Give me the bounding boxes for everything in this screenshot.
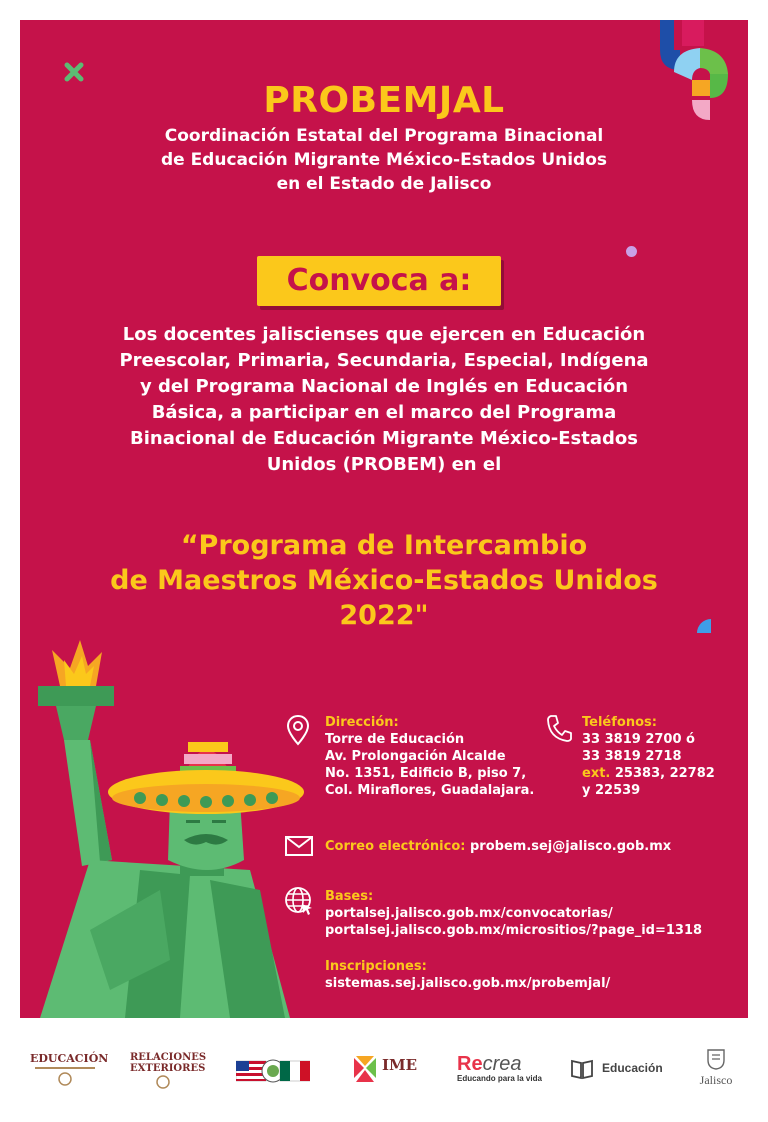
program-line: “Programa de Intercambio bbox=[180, 530, 588, 561]
address-block bbox=[325, 714, 534, 799]
bases-link[interactable]: portalsej.jalisco.gob.mx/micrositios/?page_id=1318 bbox=[325, 923, 703, 938]
address-line: Col. Miraflores, Guadalajara. bbox=[325, 783, 535, 798]
subtitle-line: de Educación Migrante México-Estados Unidos bbox=[160, 150, 608, 170]
jalisco-logo-text: Jalisco bbox=[699, 1073, 733, 1087]
subtitle bbox=[20, 124, 748, 196]
body-line: Binacional de Educación Migrante México-Estados bbox=[130, 428, 638, 449]
body-line: Unidos (PROBEM) en el bbox=[266, 454, 502, 475]
sre-logo-line: EXTERIORES bbox=[130, 1063, 206, 1074]
sep-logo-text: EDUCACIÓN bbox=[30, 1052, 109, 1065]
page-title: PROBEMJAL bbox=[263, 80, 505, 121]
dot-decoration bbox=[626, 246, 637, 257]
binational-flags-logo bbox=[236, 1058, 310, 1084]
email-value[interactable]: probem.sej@jalisco.gob.mx bbox=[470, 839, 672, 854]
body-line: y del Programa Nacional de Inglés en Educación bbox=[139, 376, 629, 397]
recrea-logo bbox=[457, 1054, 547, 1083]
inscripciones-label: Inscripciones: bbox=[325, 959, 427, 974]
statue-of-liberty-illustration bbox=[30, 630, 310, 1018]
phones-block bbox=[582, 714, 715, 799]
body-text bbox=[60, 322, 708, 478]
address-label: Dirección: bbox=[325, 715, 399, 730]
program-line: de Maestros México-Estados Unidos bbox=[110, 565, 658, 596]
convoca-heading: Convoca a: bbox=[257, 256, 501, 306]
phone-line: 33 3819 2718 bbox=[582, 749, 682, 764]
sre-logo bbox=[130, 1052, 207, 1093]
ext-value: 25383, 22782 bbox=[614, 766, 715, 781]
phone-icon bbox=[546, 714, 572, 742]
phones-label: Teléfonos: bbox=[582, 715, 657, 730]
globe-icon bbox=[284, 886, 314, 916]
book-icon bbox=[570, 1058, 594, 1080]
recrea-logo-subtext: Educando para la vida bbox=[457, 1074, 542, 1083]
address-line: Av. Prolongación Alcalde bbox=[325, 749, 506, 764]
sre-logo-line: RELACIONES bbox=[130, 1052, 207, 1063]
educacion-jalisco-text: Educación bbox=[602, 1061, 663, 1075]
bases-link[interactable]: portalsej.jalisco.gob.mx/convocatorias/ bbox=[325, 906, 613, 921]
phone-line: 33 3819 2700 ó bbox=[582, 732, 695, 747]
inscripciones-link[interactable]: sistemas.sej.jalisco.gob.mx/probemjal/ bbox=[325, 976, 611, 991]
jalisco-crest-icon bbox=[704, 1046, 728, 1070]
cross-decoration-icon bbox=[64, 62, 84, 82]
ime-logo-text: IME bbox=[382, 1056, 418, 1074]
bases-block bbox=[325, 888, 702, 939]
subtitle-line: en el Estado de Jalisco bbox=[276, 174, 492, 194]
recrea-logo-text: crea bbox=[482, 1053, 522, 1075]
location-pin-icon bbox=[286, 714, 310, 746]
poster bbox=[20, 20, 748, 1018]
phone-ext-line bbox=[582, 765, 715, 782]
email-block bbox=[325, 838, 671, 855]
program-title bbox=[20, 528, 748, 633]
body-line: Básica, a participar en el marco del Programa bbox=[151, 402, 617, 423]
subtitle-line: Coordinación Estatal del Programa Binacional bbox=[164, 126, 604, 146]
phone-line: y 22539 bbox=[582, 783, 641, 798]
address-line: Torre de Educación bbox=[325, 732, 465, 747]
recrea-logo-text: Re bbox=[457, 1053, 483, 1075]
eagle-seal-icon bbox=[58, 1072, 72, 1086]
program-line: 2022" bbox=[339, 600, 429, 631]
eagle-seal-icon bbox=[156, 1075, 170, 1089]
mail-icon bbox=[285, 836, 313, 856]
body-line: Los docentes jaliscienses que ejercen en Educación bbox=[122, 324, 646, 345]
address-line: No. 1351, Edificio B, piso 7, bbox=[325, 766, 527, 781]
ext-label: ext. bbox=[582, 766, 611, 781]
inscripciones-block bbox=[325, 958, 610, 992]
email-label: Correo electrónico: bbox=[325, 839, 466, 854]
bases-label: Bases: bbox=[325, 889, 374, 904]
ime-emblem-icon bbox=[352, 1054, 378, 1084]
sep-logo bbox=[30, 1052, 109, 1090]
body-line: Preescolar, Primaria, Secundaria, Especial, Indígena bbox=[119, 350, 649, 371]
jalisco-government-logo bbox=[688, 1046, 744, 1088]
logo-strip bbox=[0, 1032, 768, 1112]
